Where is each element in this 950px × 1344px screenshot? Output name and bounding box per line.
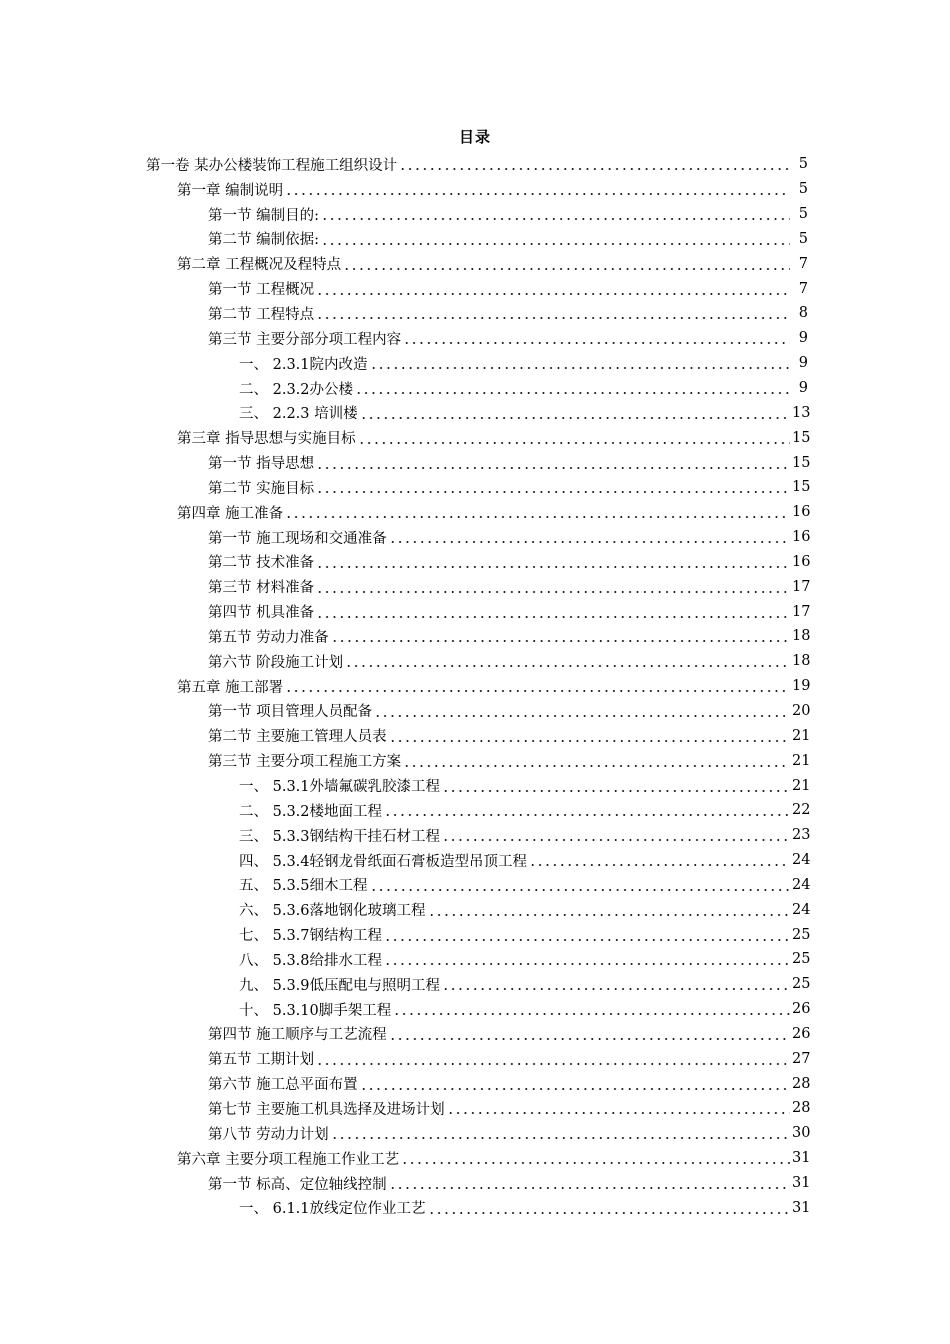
- toc-entry[interactable]: [0, 400, 950, 425]
- toc-entry[interactable]: [0, 1121, 950, 1146]
- toc-entry-page-number: 17: [792, 603, 811, 620]
- toc-entry[interactable]: [0, 574, 950, 599]
- toc-entry-label: 三、 5.3.3钢结构干挂石材工程: [239, 828, 441, 845]
- toc-entry-page-number: 22: [792, 802, 811, 819]
- toc-entry[interactable]: [0, 922, 950, 947]
- toc-list: [0, 152, 950, 1220]
- toc-entry-label: 五、 5.3.5细木工程: [239, 878, 368, 895]
- toc-entry-page-number: 23: [792, 827, 811, 844]
- toc-entry-label: 二、 2.3.2办公楼: [239, 381, 354, 398]
- toc-dot-leader: [343, 268, 792, 270]
- toc-entry[interactable]: [0, 227, 950, 252]
- toc-dot-leader: [389, 1038, 792, 1040]
- toc-dot-leader: [428, 1212, 792, 1214]
- toc-dot-leader: [447, 1112, 792, 1114]
- toc-entry-page-number: 28: [792, 1100, 811, 1117]
- toc-entry-label: 第二节 主要施工管理人员表: [208, 729, 387, 746]
- toc-dot-leader: [529, 864, 792, 866]
- toc-entry[interactable]: [0, 177, 950, 202]
- toc-entry-page-number: 15: [792, 429, 811, 446]
- toc-entry-label: 第二节 编制依据:: [208, 232, 319, 249]
- toc-entry-label: 第一节 编制目的:: [208, 207, 319, 224]
- toc-entry-label: 四、 5.3.4轻钢龙骨纸面石膏板造型吊顶工程: [239, 853, 528, 870]
- toc-entry-page-number: 24: [792, 852, 811, 869]
- toc-dot-leader: [399, 168, 792, 170]
- toc-entry-page-number: 25: [792, 926, 811, 943]
- toc-entry-label: 第四节 机具准备: [208, 605, 315, 622]
- toc-entry[interactable]: [0, 823, 950, 848]
- toc-dot-leader: [389, 740, 792, 742]
- toc-entry[interactable]: [0, 1146, 950, 1171]
- toc-entry-label: 第二节 实施目标: [208, 480, 315, 497]
- toc-entry[interactable]: [0, 475, 950, 500]
- toc-entry-page-number: 5: [790, 206, 808, 222]
- toc-entry-label: 第五章 施工部署: [177, 679, 284, 696]
- toc-entry-label: 第五节 工期计划: [208, 1052, 315, 1069]
- toc-entry-page-number: 9: [790, 380, 808, 396]
- toc-dot-leader: [331, 640, 792, 642]
- toc-entry-page-number: 21: [792, 752, 811, 769]
- toc-dot-leader: [316, 616, 792, 618]
- toc-entry[interactable]: [0, 1096, 950, 1121]
- toc-dot-leader: [442, 839, 792, 841]
- toc-entry[interactable]: [0, 1022, 950, 1047]
- toc-entry-page-number: 7: [790, 256, 808, 272]
- toc-dot-leader: [389, 1187, 792, 1189]
- toc-entry[interactable]: [0, 351, 950, 376]
- toc-dot-leader: [389, 541, 792, 543]
- toc-dot-leader: [370, 889, 792, 891]
- toc-entry[interactable]: [0, 649, 950, 674]
- toc-entry[interactable]: [0, 1171, 950, 1196]
- toc-entry-label: 第四节 施工顺序与工艺流程: [208, 1027, 387, 1044]
- toc-entry-label: 第六节 阶段施工计划: [208, 654, 344, 671]
- toc-entry-label: 第一节 标高、定位轴线控制: [208, 1176, 387, 1193]
- toc-dot-leader: [321, 218, 792, 220]
- toc-entry-page-number: 30: [792, 1125, 811, 1142]
- toc-entry-page-number: 8: [790, 305, 808, 321]
- toc-entry-page-number: 19: [792, 678, 811, 695]
- toc-entry-page-number: 24: [792, 876, 811, 893]
- toc-entry-page-number: 13: [792, 404, 811, 421]
- toc-entry-label: 九、 5.3.9低压配电与照明工程: [239, 977, 441, 994]
- toc-dot-leader: [331, 1137, 792, 1139]
- toc-dot-leader: [370, 367, 792, 369]
- toc-entry-page-number: 5: [790, 181, 808, 197]
- toc-entry[interactable]: [0, 997, 950, 1022]
- toc-entry[interactable]: [0, 550, 950, 575]
- toc-entry[interactable]: [0, 599, 950, 624]
- toc-entry-page-number: 31: [792, 1150, 811, 1167]
- toc-dot-leader: [316, 491, 792, 493]
- toc-dot-leader: [316, 293, 792, 295]
- toc-entry[interactable]: [0, 897, 950, 922]
- toc-dot-leader: [285, 690, 792, 692]
- toc-entry-label: 第六节 施工总平面布置: [208, 1077, 358, 1094]
- toc-entry[interactable]: [0, 525, 950, 550]
- toc-entry-label: 二、 5.3.2楼地面工程: [239, 803, 383, 820]
- toc-entry-page-number: 15: [792, 479, 811, 496]
- toc-dot-leader: [316, 467, 792, 469]
- toc-entry[interactable]: [0, 425, 950, 450]
- toc-entry[interactable]: [0, 972, 950, 997]
- toc-entry[interactable]: [0, 872, 950, 897]
- toc-dot-leader: [316, 591, 792, 593]
- toc-dot-leader: [384, 939, 792, 941]
- toc-dot-leader: [403, 765, 792, 767]
- toc-entry-page-number: 20: [792, 702, 811, 719]
- toc-entry[interactable]: [0, 773, 950, 798]
- toc-entry[interactable]: [0, 1046, 950, 1071]
- toc-dot-leader: [321, 243, 792, 245]
- toc-entry-label: 第一节 项目管理人员配备: [208, 704, 373, 721]
- toc-entry[interactable]: [0, 674, 950, 699]
- toc-entry[interactable]: [0, 798, 950, 823]
- toc-dot-leader: [401, 1162, 792, 1164]
- toc-entry[interactable]: [0, 450, 950, 475]
- toc-entry-page-number: 18: [792, 628, 811, 645]
- toc-entry[interactable]: [0, 326, 950, 351]
- toc-entry-label: 一、 5.3.1外墙氟碳乳胶漆工程: [239, 779, 441, 796]
- toc-entry[interactable]: [0, 1071, 950, 1096]
- toc-entry[interactable]: [0, 947, 950, 972]
- toc-entry-page-number: 9: [790, 330, 808, 346]
- toc-entry-page-number: 28: [792, 1075, 811, 1092]
- toc-entry-label: 第七节 主要施工机具选择及进场计划: [208, 1101, 445, 1118]
- toc-entry-page-number: 7: [790, 281, 808, 297]
- toc-dot-leader: [360, 417, 792, 419]
- toc-entry-page-number: 9: [790, 355, 808, 371]
- toc-entry[interactable]: [0, 723, 950, 748]
- toc-entry-page-number: 26: [792, 1001, 811, 1018]
- toc-entry-label: 第二节 工程特点: [208, 306, 315, 323]
- toc-entry-label: 第六章 主要分项工程施工作业工艺: [177, 1151, 400, 1168]
- toc-entry[interactable]: [0, 251, 950, 276]
- toc-dot-leader: [285, 193, 792, 195]
- toc-entry-page-number: 16: [792, 504, 811, 521]
- toc-entry-label: 三、 2.2.3 培训楼: [239, 406, 358, 423]
- toc-entry-label: 第五节 劳动力准备: [208, 629, 329, 646]
- toc-entry[interactable]: [0, 624, 950, 649]
- toc-entry-label: 第三节 主要分部分项工程内容: [208, 331, 402, 348]
- toc-dot-leader: [403, 342, 792, 344]
- toc-entry[interactable]: [0, 202, 950, 227]
- toc-dot-leader: [393, 1013, 792, 1015]
- toc-entry-label: 第二节 技术准备: [208, 555, 315, 572]
- toc-entry-page-number: 16: [792, 553, 811, 570]
- toc-entry-label: 第一节 指导思想: [208, 456, 315, 473]
- toc-dot-leader: [285, 516, 792, 518]
- toc-dot-leader: [345, 665, 792, 667]
- toc-dot-leader: [384, 963, 792, 965]
- toc-entry-label: 第三节 主要分项工程施工方案: [208, 754, 402, 771]
- toc-entry[interactable]: [0, 848, 950, 873]
- toc-entry-page-number: 17: [792, 578, 811, 595]
- toc-dot-leader: [316, 317, 792, 319]
- toc-entry-page-number: 25: [792, 951, 811, 968]
- toc-dot-leader: [442, 790, 792, 792]
- toc-title: 目录: [458, 128, 491, 146]
- toc-dot-leader: [428, 914, 792, 916]
- toc-entry[interactable]: [0, 276, 950, 301]
- toc-entry-label: 六、 5.3.6落地钢化玻璃工程: [239, 903, 426, 920]
- toc-entry-label: 第二章 工程概况及程特点: [177, 257, 342, 274]
- toc-entry-label: 第一节 施工现场和交通准备: [208, 530, 387, 547]
- toc-dot-leader: [358, 442, 792, 444]
- toc-entry-page-number: 5: [790, 231, 808, 247]
- toc-entry[interactable]: [0, 699, 950, 724]
- toc-entry-label: 八、 5.3.8给排水工程: [239, 952, 383, 969]
- toc-dot-leader: [316, 1063, 792, 1065]
- toc-entry-label: 第一卷 某办公楼装饰工程施工组织设计: [146, 157, 398, 174]
- toc-entry-label: 第一节 工程概况: [208, 282, 315, 299]
- toc-entry-label: 第三章 指导思想与实施目标: [177, 431, 356, 448]
- toc-entry-label: 十、 5.3.10脚手架工程: [239, 1002, 392, 1019]
- toc-dot-leader: [384, 814, 792, 816]
- toc-entry[interactable]: [0, 152, 950, 177]
- toc-entry-page-number: 16: [792, 529, 811, 546]
- toc-entry-page-number: 15: [792, 454, 811, 471]
- toc-entry[interactable]: [0, 500, 950, 525]
- toc-entry-page-number: 31: [792, 1199, 811, 1216]
- toc-dot-leader: [442, 988, 792, 990]
- toc-entry-page-number: 27: [792, 1050, 811, 1067]
- toc-entry-label: 七、 5.3.7钢结构工程: [239, 928, 383, 945]
- toc-entry-page-number: 25: [792, 976, 811, 993]
- toc-entry[interactable]: [0, 748, 950, 773]
- toc-entry-page-number: 21: [792, 777, 811, 794]
- toc-entry-page-number: 21: [792, 727, 811, 744]
- toc-entry-label: 第三节 材料准备: [208, 580, 315, 597]
- toc-dot-leader: [316, 566, 792, 568]
- toc-dot-leader: [374, 715, 792, 717]
- toc-entry-page-number: 24: [792, 901, 811, 918]
- toc-entry[interactable]: [0, 1195, 950, 1220]
- toc-entry-page-number: 5: [790, 156, 808, 172]
- toc-entry-label: 一、 2.3.1院内改造: [239, 356, 368, 373]
- toc-entry-page-number: 31: [792, 1175, 811, 1192]
- toc-entry-page-number: 18: [792, 653, 811, 670]
- toc-dot-leader: [360, 1088, 792, 1090]
- toc-dot-leader: [355, 392, 792, 394]
- toc-entry-label: 第八节 劳动力计划: [208, 1126, 329, 1143]
- toc-entry[interactable]: [0, 301, 950, 326]
- toc-entry[interactable]: [0, 376, 950, 401]
- toc-entry-label: 第一章 编制说明: [177, 182, 284, 199]
- toc-entry-page-number: 26: [792, 1025, 811, 1042]
- toc-entry-label: 一、 6.1.1放线定位作业工艺: [239, 1201, 426, 1218]
- toc-entry-label: 第四章 施工准备: [177, 505, 284, 522]
